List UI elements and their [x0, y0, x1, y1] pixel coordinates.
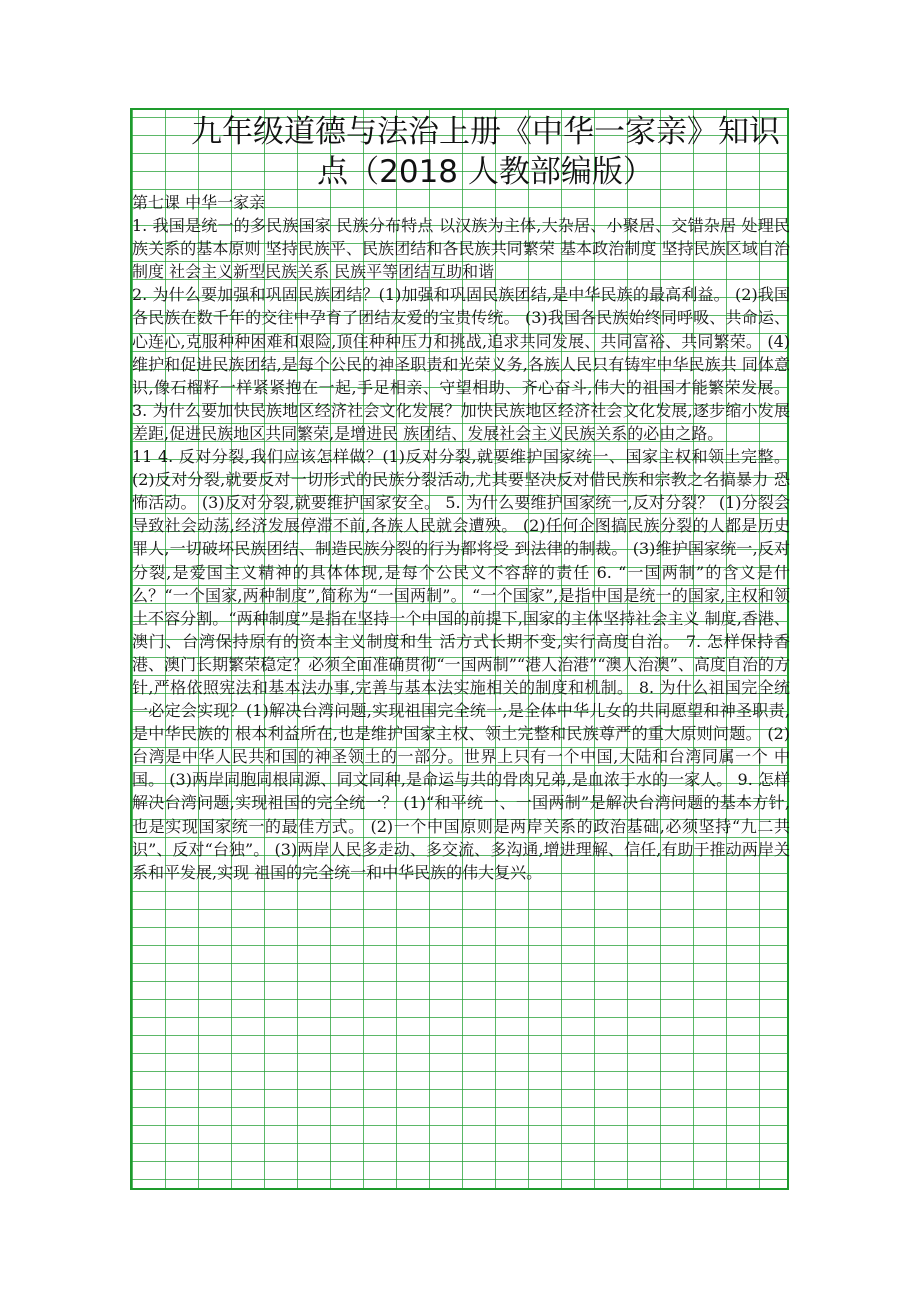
document-title: [130, 112, 789, 192]
document-body: [132, 191, 790, 884]
document-title-line-1: 九年级道德与法治上册《中华一家亲》知识: [191, 114, 780, 150]
document-title-line-2: 点（2018 人教部编版）: [317, 154, 654, 190]
section-heading: 第七课 中华一家亲: [132, 193, 266, 212]
paragraph-2: 2. 为什么要加强和巩固民族团结？(1)加强和巩固民族团结,是中华民族的最高利益。 (2)我国各民族在数千年的交往中孕育了团结友爱的宝贵传统。 (3)我国各民族始终同呼吸、共命运、心连心,克服种种困难和艰险,顶住种种压力和挑战,追求共同发展、共同富裕、共同繁荣。 (4)维护和促进民族团结,是每个公民的神圣职责和光荣义务,各族人民只有铸牢中华民族共 同体意识,像石榴籽一样紧紧抱在一起,手足相亲、守望相助、齐心奋斗,伟大的祖国才能繁荣发展。 3. 为什么要加快民族地区经济社会文化发展？加快民族地区经济社会文化发展,逐步缩小发展差距,促进民族地区共同繁荣,是增进民 族团结、发展社会主义民族关系的必由之路。: [132, 285, 790, 443]
paragraph-1: 1. 我国是统一的多民族国家 民族分布特点 以汉族为主体,大杂居、小聚居、交错杂居 处理民族关系的基本原则 坚持民族平、民族团结和各民族共同繁荣 基本政治制度 坚持民族区域自治制度 社会主义新型民族关系 民族平等团结互助和谐: [132, 216, 790, 282]
paragraph-3: 11 4. 反对分裂,我们应该怎样做？(1)反对分裂,就要维护国家统一、国家主权和领土完整。 (2)反对分裂,就要反对一切形式的民族分裂活动,尤其要坚决反对借民族和宗教之名搞暴力 恐怖活动。 (3)反对分裂,就要维护国家安全。 5. 为什么要维护国家统一,反对分裂？ (1)分裂会导致社会动荡,经济发展停滞不前,各族人民就会遭殃。 (2)任何企图搞民族分裂的人都是历史罪人,一切破坏民族团结、制造民族分裂的行为都将受 到法律的制裁。 (3)维护国家统一,反对分裂,是爱国主义精神的具体体现,是每个公民义不容辞的责任 6. “一国两制”的含义是什么？“一个国家,两种制度”,简称为“一国两制”。 “一个国家”,是指中国是统一的国家,主权和领土不容分割。“两种制度”是指在坚持一个中国的前提下,国家的主体坚持社会主义 制度,香港、澳门、台湾保持原有的资本主义制度和生 活方式长期不变,实行高度自治。 7. 怎样保持香港、澳门长期繁荣稳定？必须全面准确贯彻“一国两制”“港人治港”“澳人治澳”、高度自治的方 针,严格依照宪法和基本法办事,完善与基本法实施相关的制度和机制。 8. 为什么祖国完全统一必定会实现？(1)解决台湾问题,实现祖国完全统一,是全体中华儿女的共同愿望和神圣职责,是中华民族的 根本利益所在,也是维护国家主权、领土完整和民族尊严的重大原则问题。 (2)台湾是中华人民共和国的神圣领土的一部分。世界上只有一个中国,大陆和台湾同属一个 中国。 (3)两岸同胞同根同源、同文同种,是命运与共的骨肉兄弟,是血浓于水的一家人。 9. 怎样解决台湾问题,实现祖国的完全统一？ (1)“和平统一、一国两制”是解决台湾问题的基本方针,也是实现国家统一的最佳方式。 (2)一个中国原则是两岸关系的政治基础,必须坚持“九二共识”、反对“台独”。 (3)两岸人民多走动、多交流、多沟通,增进理解、信任,有助于推动两岸关系和平发展,实现 祖国的完全统一和中华民族的伟大复兴。: [132, 447, 790, 882]
